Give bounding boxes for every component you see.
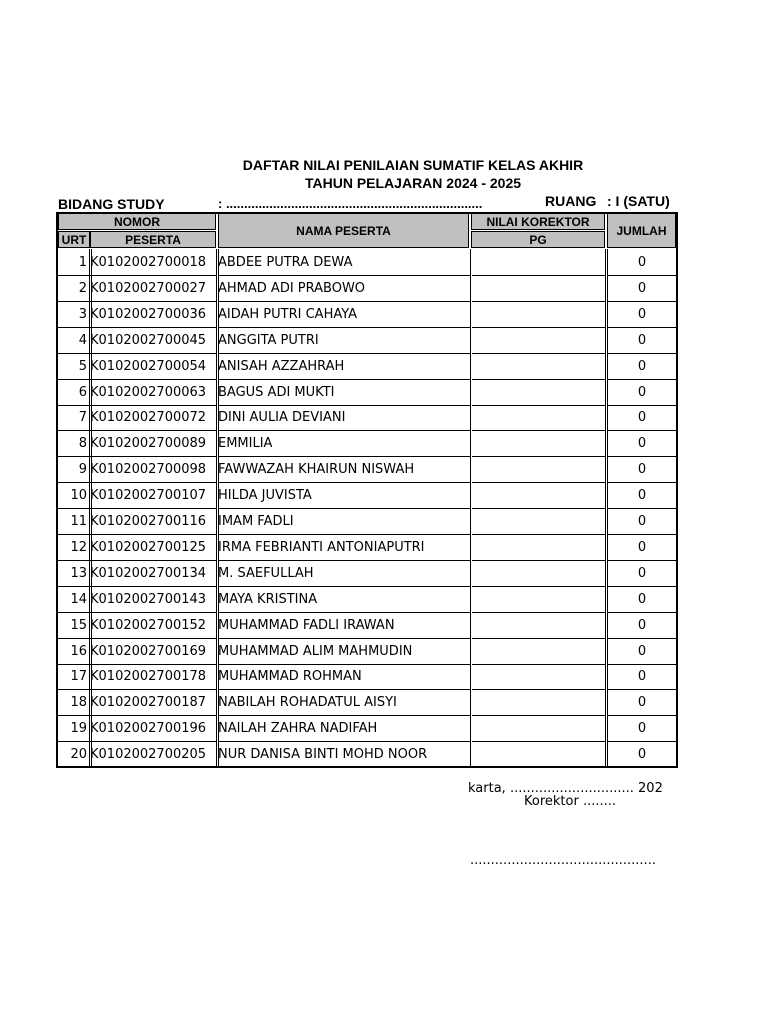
pg-score — [472, 509, 606, 535]
participant-number: K0102002700054 — [90, 354, 217, 380]
table-row — [58, 431, 676, 457]
participant-number: K0102002700072 — [90, 405, 217, 431]
document-subtitle: TAHUN PELAJARAN 2024 - 2025 — [304, 175, 522, 191]
table-row — [58, 561, 676, 587]
pg-score — [472, 405, 606, 431]
participant-number: K0102002700169 — [90, 639, 217, 665]
total-score: 0 — [608, 457, 676, 483]
ruang-label: RUANG — [545, 193, 597, 209]
header-urt: URT — [58, 231, 90, 248]
table-row — [58, 483, 676, 509]
table-row — [58, 716, 676, 742]
total-score: 0 — [608, 639, 676, 665]
participant-name: DINI AULIA DEVIANI — [218, 405, 470, 431]
participant-name: MAYA KRISTINA — [218, 587, 470, 613]
pg-score — [472, 380, 606, 406]
pg-score — [472, 561, 606, 587]
pg-score — [472, 639, 606, 665]
table-row — [58, 405, 676, 431]
table-row — [58, 613, 676, 639]
participant-name: AHMAD ADI PRABOWO — [218, 276, 470, 302]
row-number: 15 — [58, 613, 90, 639]
pg-score — [472, 431, 606, 457]
participant-number: K0102002700107 — [90, 483, 217, 509]
total-score: 0 — [608, 561, 676, 587]
pg-score — [472, 613, 606, 639]
row-number: 16 — [58, 639, 90, 665]
ruang-value: : I (SATU) — [607, 193, 670, 209]
participant-name: MUHAMMAD ALIM MAHMUDIN — [218, 639, 470, 665]
bidang-study-label: BIDANG STUDY — [58, 196, 165, 212]
total-score: 0 — [608, 613, 676, 639]
participant-name: EMMILIA — [218, 431, 470, 457]
total-score: 0 — [608, 690, 676, 716]
row-number: 10 — [58, 483, 90, 509]
participant-number: K0102002700152 — [90, 613, 217, 639]
header-pg: PG — [471, 231, 605, 248]
row-number: 11 — [58, 509, 90, 535]
table-row — [58, 509, 676, 535]
participant-name: BAGUS ADI MUKTI — [218, 380, 470, 406]
participant-name: AIDAH PUTRI CAHAYA — [218, 302, 470, 328]
pg-score — [472, 302, 606, 328]
table-row — [58, 276, 676, 302]
total-score: 0 — [608, 380, 676, 406]
pg-score — [472, 328, 606, 354]
total-score: 0 — [608, 405, 676, 431]
table-row — [58, 664, 676, 690]
row-number: 1 — [58, 250, 90, 276]
header-nama-peserta: NAMA PESERTA — [218, 213, 469, 248]
table-row — [58, 742, 676, 768]
table-row — [58, 535, 676, 561]
participant-number: K0102002700063 — [90, 380, 217, 406]
document-title: DAFTAR NILAI PENILAIAN SUMATIF KELAS AKHIR — [242, 157, 584, 173]
table-row — [58, 639, 676, 665]
participant-name: HILDA JUVISTA — [218, 483, 470, 509]
place-date: karta, .............................. 202 — [468, 781, 663, 796]
participant-name: NUR DANISA BINTI MOHD NOOR — [218, 742, 470, 768]
total-score: 0 — [608, 250, 676, 276]
row-number: 14 — [58, 587, 90, 613]
total-score: 0 — [608, 664, 676, 690]
row-number: 2 — [58, 276, 90, 302]
pg-score — [472, 742, 606, 768]
table-row — [58, 354, 676, 380]
pg-score — [472, 716, 606, 742]
table-row — [58, 690, 676, 716]
participant-number: K0102002700027 — [90, 276, 217, 302]
total-score: 0 — [608, 742, 676, 768]
participant-number: K0102002700187 — [90, 690, 217, 716]
participant-number: K0102002700036 — [90, 302, 217, 328]
participant-name: ANGGITA PUTRI — [218, 328, 470, 354]
total-score: 0 — [608, 483, 676, 509]
participant-name: IRMA FEBRIANTI ANTONIAPUTRI — [218, 535, 470, 561]
pg-score — [472, 250, 606, 276]
total-score: 0 — [608, 509, 676, 535]
table-row — [58, 250, 676, 276]
header-peserta: PESERTA — [90, 231, 216, 248]
row-number: 12 — [58, 535, 90, 561]
row-number: 4 — [58, 328, 90, 354]
row-number: 6 — [58, 380, 90, 406]
row-number: 19 — [58, 716, 90, 742]
table-row — [58, 587, 676, 613]
participant-number: K0102002700098 — [90, 457, 217, 483]
row-number: 13 — [58, 561, 90, 587]
pg-score — [472, 483, 606, 509]
header-nomor: NOMOR — [58, 213, 216, 230]
pg-score — [472, 354, 606, 380]
row-number: 9 — [58, 457, 90, 483]
participant-number: K0102002700143 — [90, 587, 217, 613]
participant-name: FAWWAZAH KHAIRUN NISWAH — [218, 457, 470, 483]
pg-score — [472, 690, 606, 716]
row-number: 8 — [58, 431, 90, 457]
participant-number: K0102002700018 — [90, 250, 217, 276]
pg-score — [472, 535, 606, 561]
total-score: 0 — [608, 302, 676, 328]
participant-number: K0102002700089 — [90, 431, 217, 457]
pg-score — [472, 664, 606, 690]
total-score: 0 — [608, 716, 676, 742]
table-row — [58, 380, 676, 406]
total-score: 0 — [608, 354, 676, 380]
participant-name: ANISAH AZZAHRAH — [218, 354, 470, 380]
bidang-study-value: : ....................................................................... — [218, 196, 483, 211]
participant-number: K0102002700205 — [90, 742, 217, 768]
header-jumlah: JUMLAH — [607, 213, 676, 248]
signature-line: ............................................. — [470, 853, 656, 868]
korektor-label: Korektor ........ — [524, 794, 617, 809]
participant-number: K0102002700196 — [90, 716, 217, 742]
pg-score — [472, 587, 606, 613]
pg-score — [472, 457, 606, 483]
row-number: 18 — [58, 690, 90, 716]
participant-name: M. SAEFULLAH — [218, 561, 470, 587]
row-number: 5 — [58, 354, 90, 380]
total-score: 0 — [608, 328, 676, 354]
total-score: 0 — [608, 587, 676, 613]
participant-number: K0102002700045 — [90, 328, 217, 354]
participant-name: NABILAH ROHADATUL AISYI — [218, 690, 470, 716]
table-row — [58, 457, 676, 483]
participant-number: K0102002700125 — [90, 535, 217, 561]
row-number: 20 — [58, 742, 90, 768]
total-score: 0 — [608, 276, 676, 302]
row-number: 3 — [58, 302, 90, 328]
total-score: 0 — [608, 535, 676, 561]
pg-score — [472, 276, 606, 302]
participant-number: K0102002700178 — [90, 664, 217, 690]
participant-number: K0102002700134 — [90, 561, 217, 587]
participant-name: ABDEE PUTRA DEWA — [218, 250, 470, 276]
table-row — [58, 328, 676, 354]
row-number: 7 — [58, 405, 90, 431]
header-nilai-korektor: NILAI KOREKTOR — [471, 213, 605, 230]
participant-number: K0102002700116 — [90, 509, 217, 535]
row-number: 17 — [58, 664, 90, 690]
participant-name: IMAM FADLI — [218, 509, 470, 535]
table-row — [58, 302, 676, 328]
total-score: 0 — [608, 431, 676, 457]
participant-name: MUHAMMAD FADLI IRAWAN — [218, 613, 470, 639]
participant-name: NAILAH ZAHRA NADIFAH — [218, 716, 470, 742]
participant-name: MUHAMMAD ROHMAN — [218, 664, 470, 690]
